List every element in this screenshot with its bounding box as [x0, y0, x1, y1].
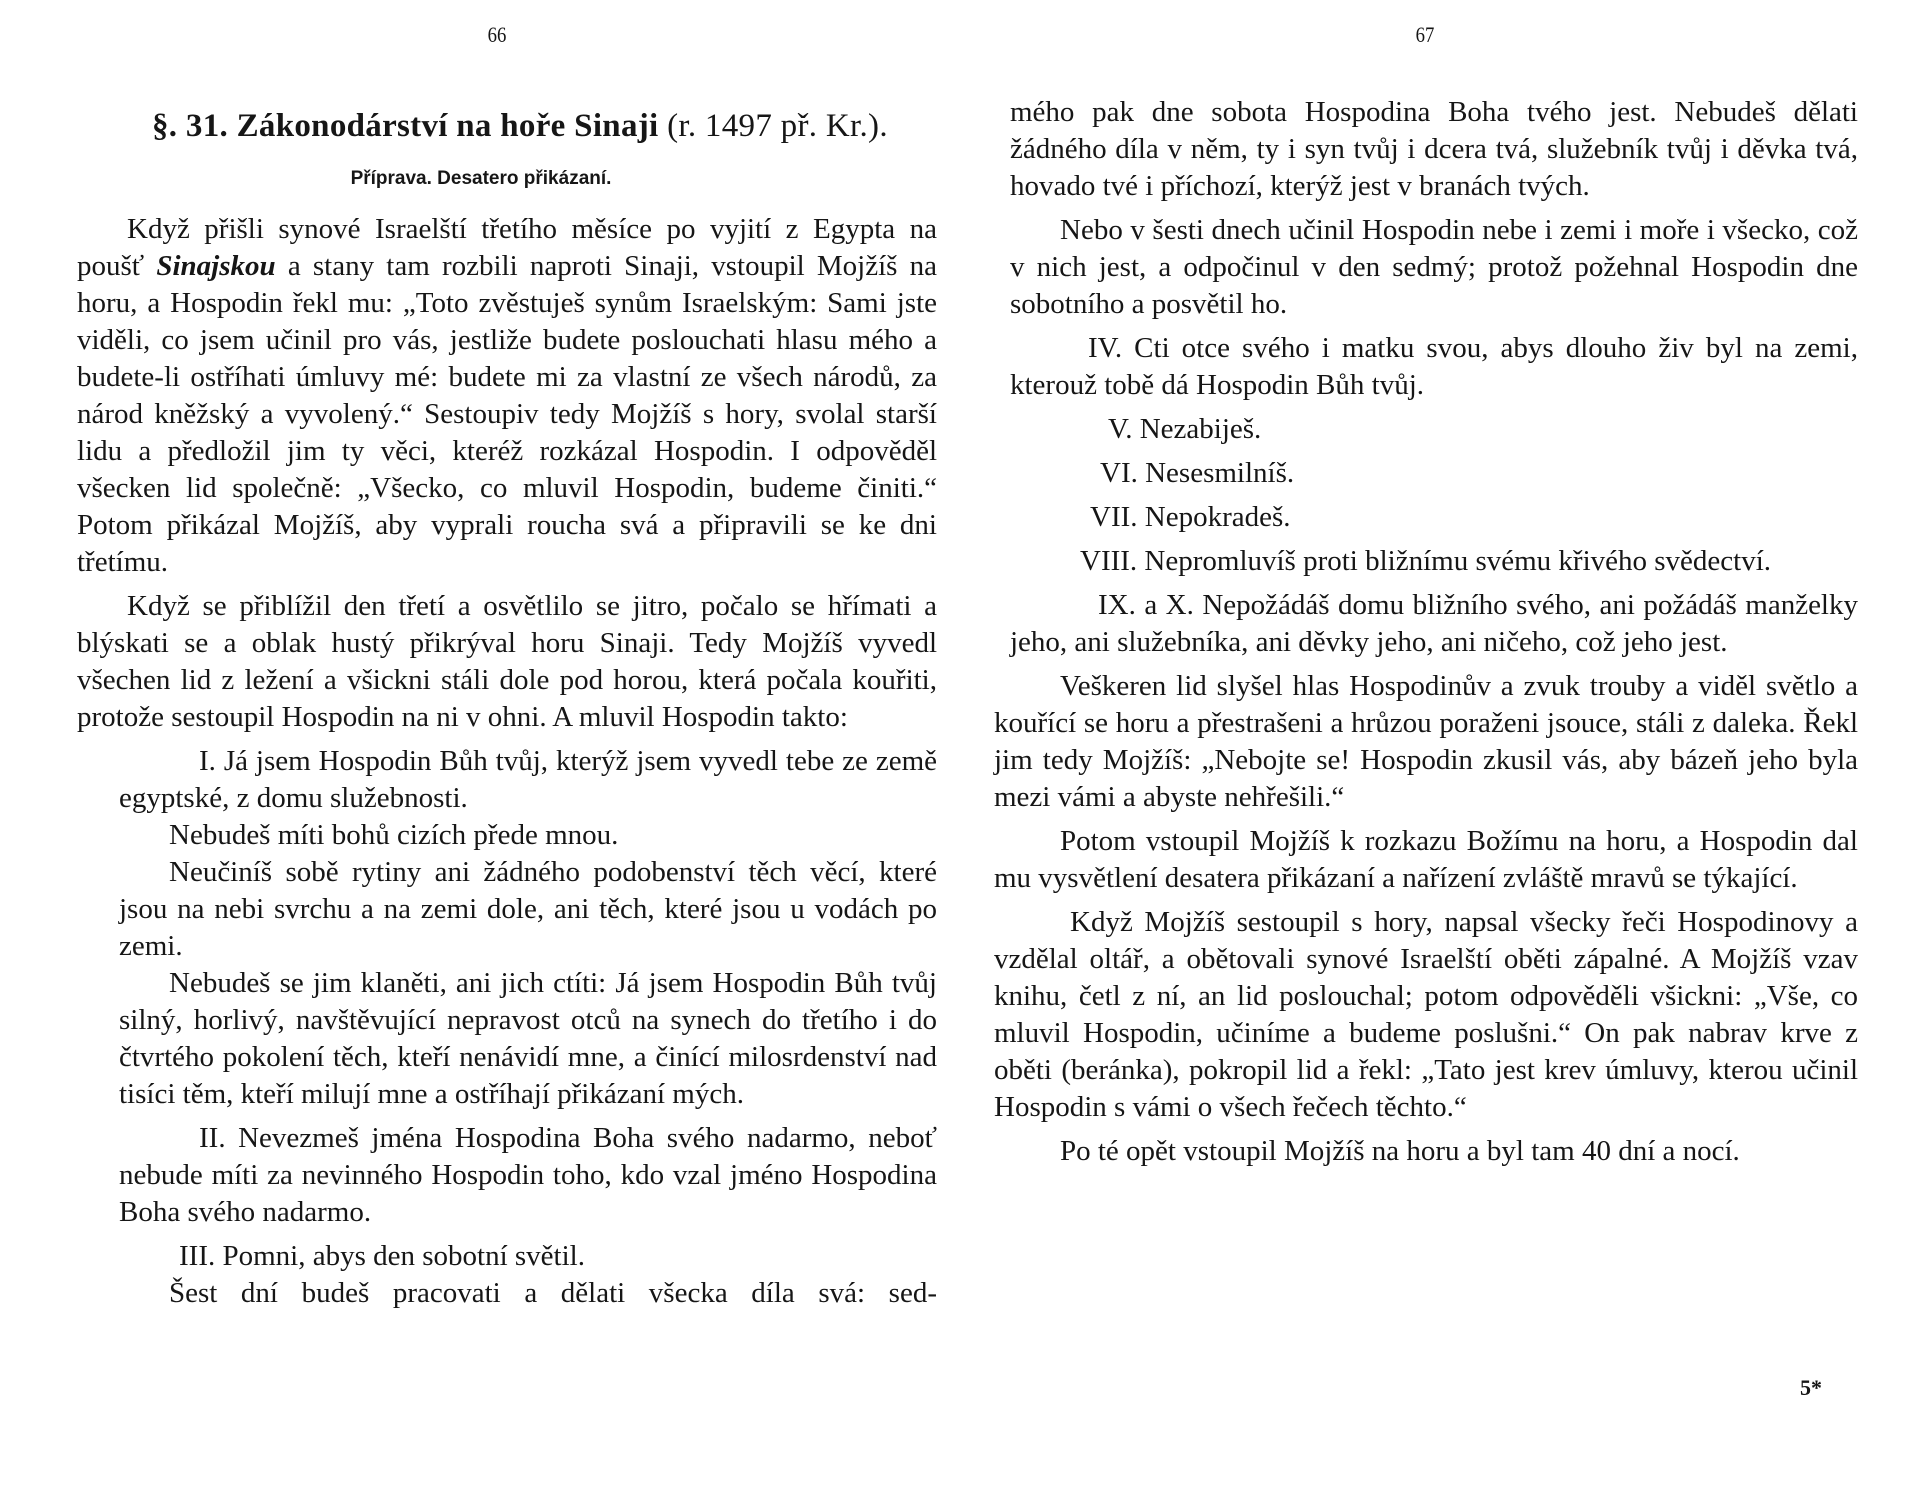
- paragraph: Veškeren lid slyšel hlas Hospodinův a zvuk trouby a viděl světlo a kouřící se horu a přestrašeni a hrůzou poraženi jsouce, stáli z daleka. Řekl jim tedy Mojžíš: „Nebojte se! Hospodin zkusil vás, aby bázeň jeho byla mezi vámi a abyste nehřešili.“: [994, 670, 1858, 813]
- commandment: VI. Nesesmilníš.: [1100, 457, 1295, 489]
- commandment: VII. Nepokradeš.: [1090, 501, 1291, 533]
- paragraph: Nebo v šesti dnech učinil Hospodin nebe i zemi i moře i všecko, což v nich jest, a odpočinul v den sedmý; protož požehnal Hospodin dne sobotního a posvětil ho.: [1010, 214, 1858, 320]
- italic-place-name: Sinajskou: [156, 250, 276, 282]
- right-body: [994, 94, 1858, 1170]
- commandment: V. Nezabiješ.: [1108, 413, 1262, 445]
- paragraph: Když se přiblížil den třetí a osvětlilo se jitro, počalo se hřímati a blýskati se a oblak hustý přikrýval horu Sinaji. Tedy Mojžíš vyvedl všechen lid z ležení a všickni stáli dole pod horou, která počala kouřiti, protože sestoupil Hospodin na ni v ohni. A mluvil Hospodin takto:: [77, 590, 937, 733]
- section-number: §. 31: [152, 108, 220, 144]
- page-number: 66: [487, 22, 507, 47]
- paragraph: Nebudeš se jim klaněti, ani jich ctíti: Já jsem Hospodin Bůh tvůj silný, horlivý, navštěvující nepravost otců na synech do třetího i do čtvrtého pokolení těch, kteří nenávidí mne, a činící milosrdenství nad tisíci těm, kteří milují mne a ostříhají přikázaní mých.: [119, 967, 937, 1110]
- commandment: II. Nevezmeš jména Hospodina Boha svého nadarmo, neboť nebude míti za nevinného Hospodin toho, kdo vzal jméno Hospodina Boha svého nadarmo.: [119, 1122, 937, 1228]
- section-subtitle: Příprava. Desatero přikázaní.: [350, 168, 612, 189]
- signature-mark: 5*: [1800, 1375, 1822, 1400]
- paragraph: Šest dní budeš pracovati a dělati všecka díla svá: sed-: [169, 1277, 937, 1309]
- commandment: I. Já jsem Hospodin Bůh tvůj, kterýž jsem vyvedl tebe ze země egyptské, z domu služebnosti.: [119, 745, 937, 814]
- paragraph: Po té opět vstoupil Mojžíš na horu a byl tam 40 dní a nocí.: [1060, 1135, 1740, 1167]
- paragraph: Potom vstoupil Mojžíš k rozkazu Božímu na horu, a Hospodin dal mu vysvětlení desatera přikázaní a nařízení zvláště mravů se týkající.: [994, 825, 1858, 894]
- commandment: VIII. Nepromluvíš proti bližnímu svému křivého svědectví.: [1080, 545, 1772, 577]
- section-date: (r. 1497 př. Kr.).: [667, 108, 888, 144]
- paragraph: mého pak dne sobota Hospodina Boha tvého jest. Nebudeš dělati žádného díla v něm, ty i syn tvůj i dcera tvá, služebník tvůj i děvka tvá, hovado tvé i příchozí, kterýž jest v branách tvých.: [1010, 96, 1858, 202]
- right-page: [962, 0, 1924, 1500]
- section-heading: Zákonodárství na hoře Sinaji: [236, 108, 659, 144]
- commandment: IX. a X. Nepožádáš domu bližního svého, ani požádáš manželky jeho, ani služebníka, ani děvky jeho, ani ničeho, což jeho jest.: [1010, 589, 1858, 658]
- page-number: 67: [1415, 22, 1435, 47]
- commandment: IV. Cti otce svého i matku svou, abys dlouho živ byl na zemi, kterouž tobě dá Hospodin Bůh tvůj.: [1010, 332, 1858, 401]
- paragraph: Neučiníš sobě rytiny ani žádného podobenství těch věcí, které jsou na nebi svrchu a na zemi dole, ani těch, které jsou u vodách po zemi.: [119, 856, 937, 962]
- paragraph: Když přišli synové Israelští třetího měsíce po vyjití z Egypta na poušť Sinajskou a stany tam rozbili naproti Sinaji, vstoupil Mojžíš na horu, a Hospodin řekl mu: „Toto zvěstuješ synům Israelským: Sami jste viděli, co jsem učinil pro vás, jestliže budete poslouchati hlasu mého a budete-li ostříhati úmluvy mé: budete mi za vlastní ze všech národů, za národ kněžský a vyvolený.“ Sestoupiv tedy Mojžíš s hory, svolal starší lidu a předložil jim ty věci, kteréž rozkázal Hospodin. I odpověděl všecken lid společně: „Všecko, co mluvil Hospodin, budeme činiti.“ Potom přikázal Mojžíš, aby vyprali roucha svá a připravili se ke dni třetímu.: [77, 213, 937, 578]
- section-title: §. 31. Zákonodárství na hoře Sinaji (r. 1497 př. Kr.).: [152, 108, 888, 144]
- commandment: III. Pomni, abys den sobotní světil.: [179, 1240, 585, 1272]
- paragraph: Nebudeš míti bohů cizích přede mnou.: [169, 819, 619, 851]
- left-body: [77, 211, 937, 1312]
- paragraph: Když Mojžíš sestoupil s hory, napsal všecky řeči Hospodinovy a vzdělal oltář, a obětovali synové Israelští oběti zápalné. A Mojžíš vzav knihu, četl z ní, an lid poslouchal; potom odpověděli všickni: „Vše, co mluvil Hospodin, učiníme a budeme poslušni.“ On pak nabrav krve z oběti (beránka), pokropil lid a řekl: „Tato jest krev úmluvy, kterou učinil Hospodin s vámi o všech řečech těchto.“: [994, 906, 1858, 1123]
